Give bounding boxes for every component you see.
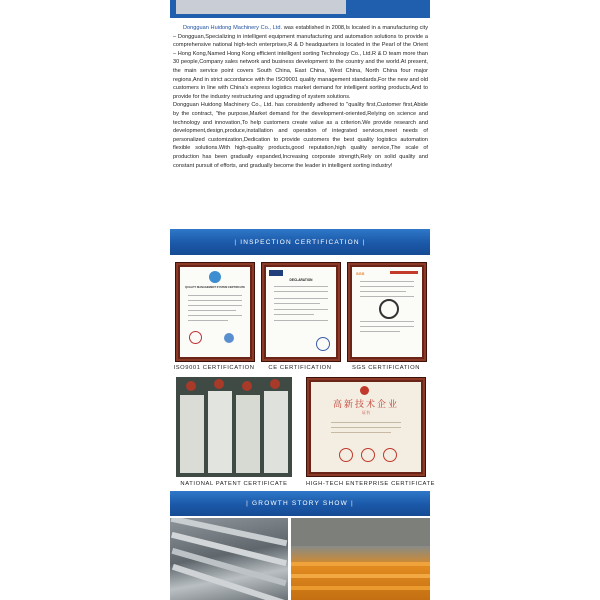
emblem-icon bbox=[186, 381, 196, 391]
growth-story-banner: | GROWTH STORY SHOW | bbox=[170, 491, 430, 516]
emblem-icon bbox=[242, 381, 252, 391]
product-detail-column bbox=[170, 0, 436, 600]
top-banner-image bbox=[170, 0, 430, 18]
intro-paragraph-1 bbox=[173, 24, 428, 101]
red-stamp-icon bbox=[383, 448, 397, 462]
hightech-paper bbox=[311, 382, 421, 472]
hightech-heading: 高新技术企业 bbox=[332, 399, 399, 409]
iso9001-paper bbox=[180, 267, 250, 357]
iso9001-label: ISO9001 CERTIFICATION bbox=[173, 365, 255, 371]
company-introduction bbox=[173, 24, 428, 170]
orange-rollers-photo bbox=[291, 518, 430, 600]
sgs-certificate bbox=[347, 262, 427, 372]
ce-paper bbox=[266, 267, 336, 357]
emblem-icon bbox=[214, 379, 224, 389]
sgs-round-seal-icon bbox=[379, 299, 399, 319]
sgs-paper bbox=[352, 267, 422, 357]
intro-paragraph-2: Dongguan Huidong Machinery Co., Ltd. has consistently adhered to "quality first,Customer first,Abide by the contract, "the purpose,Market demand for the development-oriented,Relying on science and technology and innovation,To help customers create value as a criterion.We provide research and development,design,produce,installation and operation of integrated services,meet needs of personalized customization,Dedication to provide customers the best quality logistics automation flexible solutions.With high-quality products,good reputation,high quality service,The scale of production has been gradually expanded,Increasing corporate strength,Rely on solid quality and constant pursuit of efforts, and gradually become the leader in intelligent sorting industry! bbox=[173, 102, 428, 169]
inspection-certification-banner: | INSPECTION CERTIFICATION | bbox=[170, 229, 430, 255]
red-stamp-icon bbox=[339, 448, 353, 462]
sgs-label: SGS CERTIFICATION bbox=[352, 365, 420, 371]
hightech-subheading: 证书 bbox=[362, 410, 370, 415]
national-emblem-icon bbox=[360, 386, 369, 395]
steel-rollers-photo bbox=[170, 518, 288, 600]
ce-label: CE CERTIFICATION bbox=[268, 365, 332, 371]
growth-story-title: GROWTH STORY SHOW bbox=[252, 500, 348, 507]
intro-paragraph-1-text: was established in 2008,Is located in a manufacturing city – Dongguan,Specializing in intelligent equipment manufacturing and automation solutions to provide a comprehensive national high-tech enterprises,R & D headquarters is located in the Pearl of the Orient – Hong Kong,Named Hong Kong efficient intelligent sorting Technology Co., Ltd.R & D team more than 30 people,Company sales network and business development to the country and the world.At present, the main service point covers South China, East China, West China, North China four major regions,And in strict accordance with the ISO9001 quality management standards,For the new and old customers in line with China's express logistics market demand for intelligent sorting products,And to provide for the industry restructuring and upgrading of system solutions. bbox=[173, 25, 428, 100]
company-name-link[interactable]: Dongguan Huidong Machinery Co., Ltd. bbox=[183, 25, 283, 31]
iso-logo-icon bbox=[209, 271, 221, 283]
iso9001-frame bbox=[175, 262, 255, 362]
iso-heading: QUALITY MANAGEMENT SYSTEM CERTIFICATE bbox=[185, 286, 245, 289]
ce-heading: DECLARATION bbox=[289, 278, 313, 282]
accreditation-mark-icon bbox=[224, 333, 234, 343]
emblem-icon bbox=[270, 379, 280, 389]
top-banner-photo bbox=[176, 0, 346, 14]
national-patent-certificate bbox=[176, 377, 294, 491]
ce-certificate bbox=[261, 262, 341, 372]
red-stamp-icon bbox=[189, 331, 202, 344]
patent-photo bbox=[176, 377, 292, 477]
red-stamp-icon bbox=[361, 448, 375, 462]
ce-frame bbox=[261, 262, 341, 362]
high-tech-enterprise-certificate bbox=[306, 377, 436, 491]
sgs-frame bbox=[347, 262, 427, 362]
high-tech-enterprise-label: HIGH-TECH ENTERPRISE CERTIFICATE bbox=[306, 481, 436, 487]
hightech-frame bbox=[306, 377, 426, 477]
sgs-logo-icon bbox=[390, 271, 418, 274]
ce-stamp-icon bbox=[316, 337, 330, 351]
national-patent-label: NATIONAL PATENT CERTIFICATE bbox=[180, 481, 288, 487]
ce-logo-icon bbox=[269, 270, 283, 276]
iso9001-certificate bbox=[175, 262, 255, 372]
inspection-certification-title: INSPECTION CERTIFICATION bbox=[240, 238, 360, 246]
sgs-heading: SGS bbox=[356, 271, 365, 276]
